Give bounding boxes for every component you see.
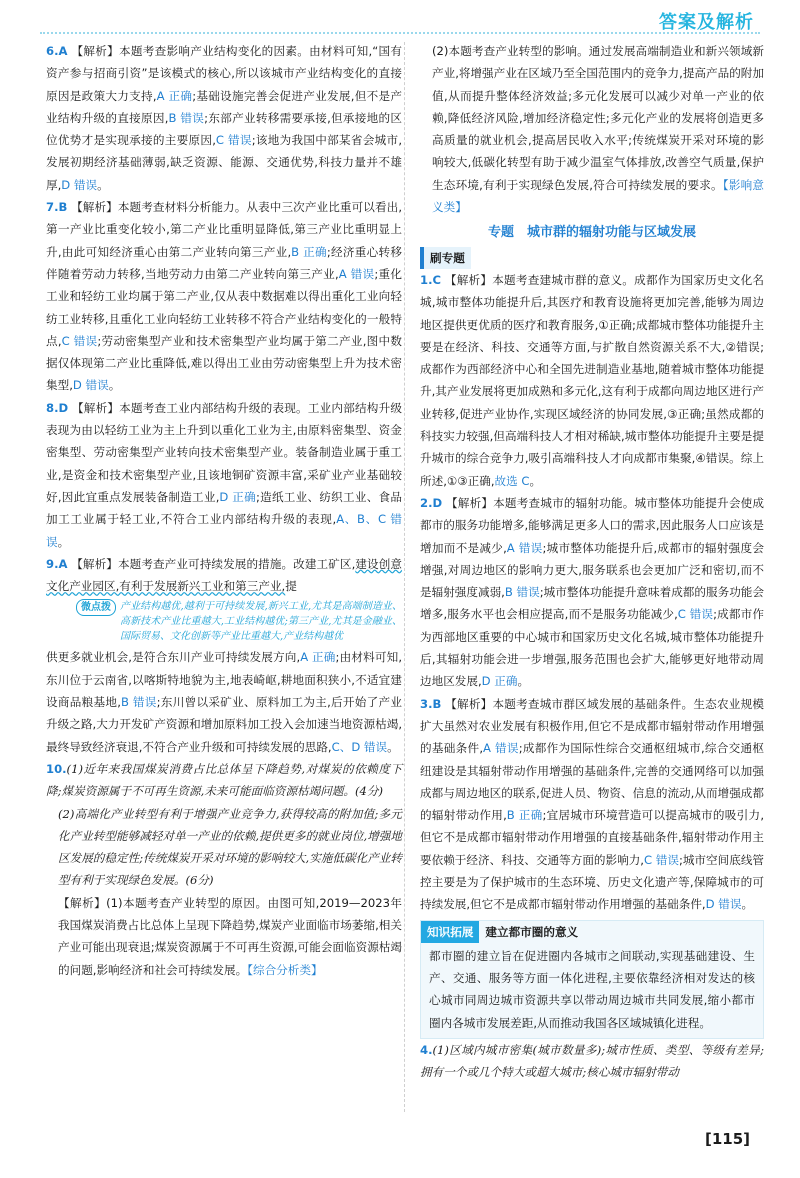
answer-part-2: (2)高端化产业转型有利于增强产业竞争力,获得较高的附加值;多元化产业转型能够减轻对单一产业的依赖,提供更多的就业岗位,增强地区发展的稳定性;传统煤炭开采对环境的影响较大,实施低碳化产业转型有利于实现绿色发展。(6分)	[58, 806, 402, 888]
tip-icon: 微点拨	[76, 599, 116, 616]
verdict: D 错误	[705, 897, 742, 912]
analysis-text: ;成都作为国际性综合交通枢纽城市,综合交通枢纽建设是其辐射带动作用增强的基础条件,完善的交通网络可以加强成都与周边地区的联系,促进人员、物资、信息的流动,从而增强成都的辐射带动作用,	[420, 741, 764, 823]
verdict: A、B、C 错误	[46, 512, 402, 549]
verdict: A 错误	[338, 266, 375, 281]
question-8	[46, 397, 402, 553]
analysis-text: ;宜居城市环境营造可以提高城市的吸引力,但它不是成都市辐射带动作用增强的直接基础条件,辐射带动作用主要依赖于经济、科技、交通等方面的影响力,	[420, 808, 765, 867]
verdict: B 错误	[504, 585, 540, 600]
analysis-text: 【解析】本题考查建城市群的意义。成都作为国家历史文化名城,城市整体功能提升后,其医疗和教育设施将更加完善,能够为周边地区提供更优质的医疗和教育服务,①正确;成都城市整体功能提升主要是在经济、科技、交通等方面,与扩散自然资源关系不大,②错误;成都作为西部经济中心和全国先进制造业基地,随着城市整体功能提升,其产业发展将更加成熟和多元化,这有利于成都向周边地区进行产业转移,促进产业协作,实现区域经济的协同发展,③正确;虽然成都的科技实力较强,但高端科技人才相对稀缺,城市整体功能提升主要是提升城市的综合竞争力,吸引高端科技人才向成都市集聚,④错误。综上所述,①③正确,	[420, 272, 764, 488]
question-1	[420, 269, 764, 492]
verdict: C、D 错误	[331, 739, 388, 754]
verdict: B 错误	[120, 695, 157, 710]
analysis-text: 。	[529, 473, 542, 488]
analysis-text: ;基础设施完善会促进产业发展,但不是产业结构升级的直接原因,	[46, 88, 403, 125]
analysis-text: 。	[387, 739, 399, 754]
question-7	[46, 196, 402, 397]
analysis-q10	[46, 892, 402, 981]
verdict: A 正确	[300, 650, 336, 665]
analysis-text: 。	[108, 378, 121, 393]
analysis-text: 供更多就业机会,是符合东川产业可持续发展方向,	[46, 650, 301, 665]
question-number: 1.C	[420, 272, 441, 287]
verdict: C 错误	[677, 607, 714, 622]
expansion-header	[421, 921, 763, 943]
question-2	[420, 492, 764, 693]
analysis-text: ;城市整体功能提升意味着成都的服务功能会增多,服务水平也会相应提高,而不是服务功能减少,	[420, 585, 764, 622]
column-divider	[404, 42, 405, 1112]
analysis-text: (2)本题考查产业转型的影响。通过发展高端制造业和新兴领域新产业,将增强产业在区域乃至全国范围内的竞争力,提高产品的附加值,从而提升整体经济效益;多元化发展可以减少对单一产业的依赖,降低经济风险,增加经济稳定性;多元化产业的发展将创造更多高质量的就业机会,提高居民收入水平;传统煤炭开采对环境的影响较大,低碳化转型有助于减少温室气体排放,改善空气质量,保护生态环境,有利于实现绿色发展,符合可持续发展的要求。	[432, 44, 764, 192]
analysis-text: 【解析】本题考查材料分析能力。从表中三次产业比重可以看出,第一产业比重变化较小,第二产业比重明显降低,第三产业比重明显上升,由此可知经济重心由第二产业转向第三产业,	[46, 200, 403, 259]
analysis-text: ;经济重心转移伴随着劳动力转移,当地劳动力由第二产业转向第三产业,	[46, 244, 402, 281]
verdict: D 正确	[481, 674, 518, 689]
right-column	[420, 40, 764, 1084]
analysis-text: 【解析】本题考查城市的辐射功能。城市整体功能提升会使成都市的服务功能增多,能够满足更多人口的需求,因此服务人口应该是增加而不是减少,	[420, 495, 764, 555]
analysis-text: ;城市整体功能提升后,成都市的辐射强度会增强,对周边地区的影响力更大,服务联系也会更加广泛和密切,而不是辐射强度减弱,	[420, 540, 765, 600]
category-tag: 【综合分析类】	[247, 962, 323, 977]
page-number: [115]	[704, 1130, 750, 1148]
question-number: 7.B	[46, 200, 68, 215]
analysis-text: ;成都市作为西部地区重要的中心城市和国家历史文化名城,城市整体功能提升后,其辐射功能会进一步增强,服务范围也会扩大,能够更好地带动周边地区发展,	[420, 607, 764, 689]
analysis-text: 【解析】本题考查城市群区域发展的基础条件。生态农业规模扩大虽然对农业发展有积极作用,但它不是成都市辐射带动作用增强的基础条件,	[420, 696, 764, 756]
analysis-text: 【解析】(1)本题考查产业转型的原因。由图可知,2019—2023年我国煤炭消费占比总体上呈现下降趋势,煤炭产业面临市场萎缩,相关产业可能出现衰退;煤炭资源属于不可再生资源,可能会面临资源枯竭的问题,影响经济和社会可持续发展。	[58, 895, 402, 977]
answer-text: (1)近年来我国煤炭消费占比总体呈下降趋势,对煤炭的依赖度下降;煤炭资源属于不可再生资源,未来可能面临资源枯竭问题。(4分)	[46, 761, 402, 799]
verdict: A 错误	[506, 540, 543, 555]
analysis-text: 。	[517, 674, 530, 689]
analysis-text: ;该地为我国中部某省会城市,发展初期经济基础薄弱,缺乏资源、能源、交通优势,科技力量并不雄厚,	[46, 133, 403, 192]
verdict: D 错误	[72, 378, 109, 393]
verdict: C 错误	[215, 133, 252, 148]
verdict: B 错误	[168, 110, 205, 125]
analysis-text: 提	[285, 579, 297, 594]
verdict: 故选 C	[494, 473, 530, 488]
question-number: 4.	[420, 1043, 433, 1058]
question-10	[46, 758, 402, 803]
underlined-text: 建设创意文化产业园区,有利于发展新兴工业和第三产业,	[46, 556, 403, 594]
expansion-title: 建立都市圈的意义	[485, 924, 579, 939]
verdict: A 错误	[483, 741, 519, 756]
analysis-text: 。	[97, 177, 109, 192]
analysis-text: ;东川曾以采矿业、原料加工为主,后开始了产业升级之路,大力开发矿产资源和增加原料加工投入会加速当地资源枯竭,最终导致经济衰退,不符合产业升级和可持续发展的思路,	[46, 695, 403, 754]
category-tag: 【影响意义类】	[432, 177, 765, 215]
header-title: 答案及解析	[659, 12, 754, 33]
analysis-text: 【解析】本题考查产业可持续发展的措施。改建工矿区,	[71, 556, 356, 571]
question-number: 9.A	[46, 556, 68, 571]
verdict: B 正确	[291, 244, 327, 259]
question-number: 3.B	[420, 696, 442, 711]
verdict: D 正确	[219, 489, 256, 504]
verdict: B 正确	[506, 808, 543, 823]
question-number: 10.	[46, 761, 67, 776]
question-6	[46, 40, 402, 196]
section-label-row	[420, 247, 764, 269]
analysis-text: 。	[741, 897, 754, 912]
verdict: C 错误	[61, 333, 98, 348]
verdict: C 错误	[643, 852, 679, 867]
analysis-text: 。	[57, 534, 70, 549]
analysis-text: 【解析】本题考查影响产业结构变化的因素。由材料可知,“国有资产参与招商引资”是该模式的核心,所以该城市产业结构变化的直接原因是政策大力支持,	[46, 44, 402, 103]
question-3	[420, 693, 764, 916]
question-4	[420, 1039, 764, 1084]
analysis-text: ;劳动密集型产业和技术密集型产业均属于第二产业,图中数据仅体现第二产业比重降低,难以得出工业由劳动密集型上升为技术密集型,	[46, 333, 403, 393]
verdict: D 错误	[61, 177, 98, 192]
verdict: A 正确	[156, 88, 193, 103]
question-number: 2.D	[420, 495, 443, 510]
answer-text: (1)区域内城市密集(城市数量多);城市性质、类型、等级有差异;拥有一个或几个特大或超大城市;核心城市辐射带动	[420, 1043, 764, 1080]
expansion-tag: 知识拓展	[421, 921, 479, 943]
expansion-body: 都市圈的建立旨在促进圈内各城市之间联动,实现基础建设、生产、交通、服务等方面一体化进程,主要依靠经济相对发达的核心城市同周边城市资源共享以带动周边城市共同发展,缩小都市圈内各城市发展差距,从而推动我国各区域城镇化进程。	[429, 948, 755, 1030]
section-label: 刷专题	[420, 247, 471, 269]
question-number: 8.D	[46, 400, 69, 415]
analysis-text: ;重化工业和轻纺工业均属于第二产业,仅从表中数据难以得出重化工业向轻纺工业转移,且重化工业向轻纺工业转移不符合产业结构变化的一般特点,	[46, 266, 403, 348]
analysis-text: ;东部产业转移需要承接,但承接地的区位优势才是实现承接的主要原因,	[46, 110, 403, 148]
analysis-text: ;由材料可知,东川位于云南省,以喀斯特地貌为主,地表崎岖,耕地面积狭小,不适宜建设商品粮基地,	[46, 650, 403, 710]
question-number: 6.A	[46, 44, 68, 58]
knowledge-expansion-box	[420, 920, 764, 1039]
analysis-text: ;城市空间底线管控主要是为了保护城市的生态环境、历史文化遗产等,保障城市的可持续发展,但它不是成都市辐射带动作用增强的基础条件,	[420, 852, 765, 912]
analysis-text: 【解析】本题考查工业内部结构升级的表现。工业内部结构升级表现为由以轻纺工业为主上升到以重化工业为主,由原料密集型、资金密集型、劳动密集型产业转向技术密集型产业。装备制造业属于重工业,是资金和技术密集型产业,且该地铜矿资源丰富,采矿业产业基础较好,因此宜重点发展装备制造工业,	[46, 400, 402, 504]
tip-text: 产业结构越优,越利于可持续发展,新兴工业,尤其是高端制造业、高新技术产业比重越大,工业结构越优;第三产业,尤其是金融业、国际贸易、文化创新等产业比重越大,产业结构越优	[120, 601, 402, 643]
header-divider	[40, 32, 760, 34]
question-9-cont	[46, 646, 402, 757]
question-9	[46, 553, 402, 598]
section-title: 专题 城市群的辐射功能与区域发展	[487, 225, 696, 241]
left-column	[46, 40, 402, 981]
tip-box	[76, 599, 402, 644]
analysis-q10-cont	[420, 40, 764, 218]
analysis-text: ;造纸工业、纺织工业、食品加工工业属于轻工业,不符合工业内部结构升级的表现,	[46, 489, 402, 527]
